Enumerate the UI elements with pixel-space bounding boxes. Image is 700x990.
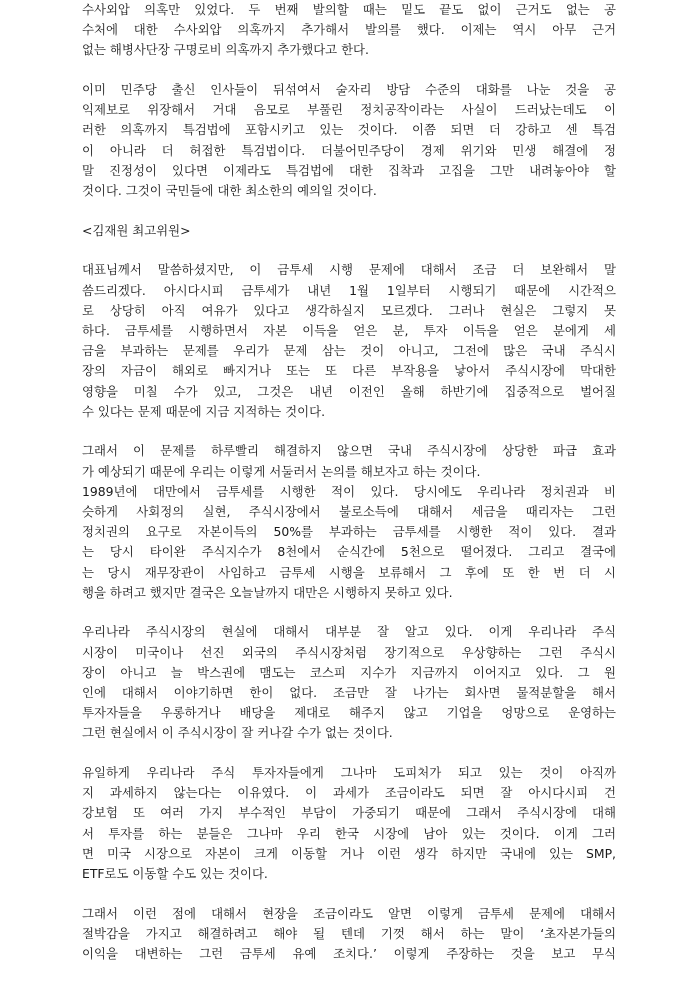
text-line: 슷하게 사회정의 실현, 주식시장에서 불로소득에 대해서 세금을 때리자는 그런	[82, 503, 616, 519]
text-line: ETF로도 이동할 수도 있는 것이다.	[82, 865, 268, 881]
text-line: 러한 의혹까지 특검법에 포함시키고 있는 것이다. 이쯤 되면 더 강하고 센 특검	[82, 122, 616, 138]
text-line: 장의 자금이 해외로 빠지거나 또는 또 다른 부작용을 낳아서 주식시장에 막대한	[82, 363, 616, 379]
text-line: 투자자들을 우롱하거나 배당을 제대로 해주지 않고 기업을 엉망으로 운영하는	[82, 705, 616, 721]
text-line: 하다. 금투세를 시행하면서 자본 이득을 얻은 분, 투자 이득을 얻은 분에게 세	[82, 322, 616, 338]
text-line: 없는 해병사단장 구명로비 의혹까지 추가했다고 한다.	[82, 42, 369, 58]
document-page	[82, 0, 616, 964]
text-line: 인에 대해서 이야기하면 한이 없다. 조금만 잘 나가는 회사면 물적분할을 해서	[82, 684, 616, 700]
text-line: 수처에 대한 수사외압 의혹까지 추가해서 발의를 했다. 이제는 역시 아무 근거	[82, 22, 616, 38]
paragraph-4	[82, 441, 616, 603]
paragraph-6	[82, 763, 616, 884]
text-line: 가 예상되기 때문에 우리는 이렇게 서둘러서 논의를 해보자고 하는 것이다.	[82, 463, 481, 479]
speaker-label: <김재원 최고위원>	[82, 222, 191, 238]
text-line: 장이 아니고 늘 박스권에 맴도는 코스피 지수가 지금까지 이어지고 있다. 그 원	[82, 664, 616, 680]
text-line: 그래서 이런 점에 대해서 현장을 조금이라도 알면 이렇게 금투세 문제에 대해서	[82, 905, 616, 921]
paragraph-5	[82, 622, 616, 743]
paragraph-3	[82, 260, 616, 422]
text-line: 수 있다는 문제 때문에 지금 지적하는 것이다.	[82, 403, 326, 419]
text-line: 이익을 대변하는 그런 금투세 유예 조치다.’ 이렇게 주장하는 것을 보고 무식	[82, 946, 616, 961]
text-line: 이 아니라 더 허접한 특검법이다. 더불어민주당이 경제 위기와 민생 해결에 정	[82, 142, 616, 158]
paragraph-1	[82, 0, 616, 61]
text-line: 그래서 이 문제를 하루빨리 해결하지 않으면 국내 주식시장에 상당한 파급 효과	[82, 443, 616, 459]
text-line: 로 상당히 아직 여유가 있다고 생각하실지 모르겠다. 그러나 현실은 그렇지 못	[82, 302, 616, 318]
text-line: 영향을 미칠 수가 있고, 그것은 내년 이전인 올해 하반기에 집중적으로 벌어질	[82, 383, 616, 399]
text-line: 우리나라 주식시장의 현실에 대해서 대부분 잘 알고 있다. 이게 우리나라 주식	[82, 624, 616, 640]
text-line: 씀드리겠다. 아시다시피 금투세가 내년 1월 1일부터 시행되기 때문에 시간적으	[82, 282, 616, 298]
text-line: 금을 부과하는 문제를 우리가 문제 삼는 것이 아니고, 그전에 많은 국내 주식시	[82, 343, 616, 359]
text-line: 것이다. 그것이 국민들에 대한 최소한의 예의일 것이다.	[82, 183, 377, 198]
text-line: 행을 하려고 했지만 결국은 오늘날까지 대만은 시행하지 못하고 있다.	[82, 584, 453, 600]
text-line: 강보험 또 여러 가지 부수적인 부담이 가중되기 때문에 그래서 주식시장에 대해	[82, 805, 616, 821]
text-line: 시장이 미국이나 선진 외국의 주식시장처럼 장기적으로 우상향하는 그런 주식시	[82, 644, 616, 660]
text-line: 1989년에 대만에서 금투세를 시행한 적이 있다. 당시에도 우리나라 정치권과 비	[82, 483, 616, 499]
text-line: 그런 현실에서 이 주식시장이 잘 커나갈 수가 없는 것이다.	[82, 725, 393, 741]
text-line: 면 미국 시장으로 자본이 크게 이동할 거나 이런 생각 하지만 국내에 있는 SMP,	[82, 845, 616, 861]
text-line: 수사외압 의혹만 있었다. 두 번째 발의할 때는 밑도 끝도 없이 근거도 없는 공	[82, 2, 616, 17]
text-line: 정치권의 요구로 자본이득의 50%를 부과하는 금투세를 시행한 적이 있다. 결과	[82, 524, 616, 540]
text-line: 는 당시 재무장관이 사임하고 금투세 시행을 보류해서 그 후에 또 한 번 더 시	[82, 564, 616, 580]
text-line: 대표님께서 말씀하셨지만, 이 금투세 시행 문제에 대해서 조금 더 보완해서 말	[82, 262, 616, 278]
text-line: 는 당시 타이완 주식지수가 8천에서 순식간에 5천으로 떨어졌다. 그리고 결국에	[82, 544, 616, 560]
text-line: 서 투자를 하는 분들은 그나마 우리 한국 시장에 남아 있는 것이다. 이게 그러	[82, 825, 616, 841]
speaker-heading	[82, 221, 616, 241]
text-line: 익제보로 위장해서 거대 음모로 부풀린 정치공작이라는 사실이 드러났는데도 이	[82, 102, 616, 118]
text-line: 지 과세하지 않는다는 이유였다. 이 과세가 조금이라도 되면 잘 아시다시피 건	[82, 785, 616, 801]
paragraph-2	[82, 80, 616, 201]
text-line: 이미 민주당 출신 인사들이 뒤섞여서 술자리 방담 수준의 대화를 나눈 것을 공	[82, 82, 616, 98]
text-line: 절박감을 가지고 해결하려고 해야 될 텐데 기껏 해서 하는 말이 ‘초자본가들의	[82, 925, 616, 941]
text-line: 말 진정성이 있다면 이제라도 특검법에 대한 집착과 고집을 그만 내려놓아야 할	[82, 162, 616, 178]
text-line: 유일하게 우리나라 주식 투자자들에게 그나마 도피처가 되고 있는 것이 아직까	[82, 765, 616, 780]
paragraph-7	[82, 904, 616, 965]
